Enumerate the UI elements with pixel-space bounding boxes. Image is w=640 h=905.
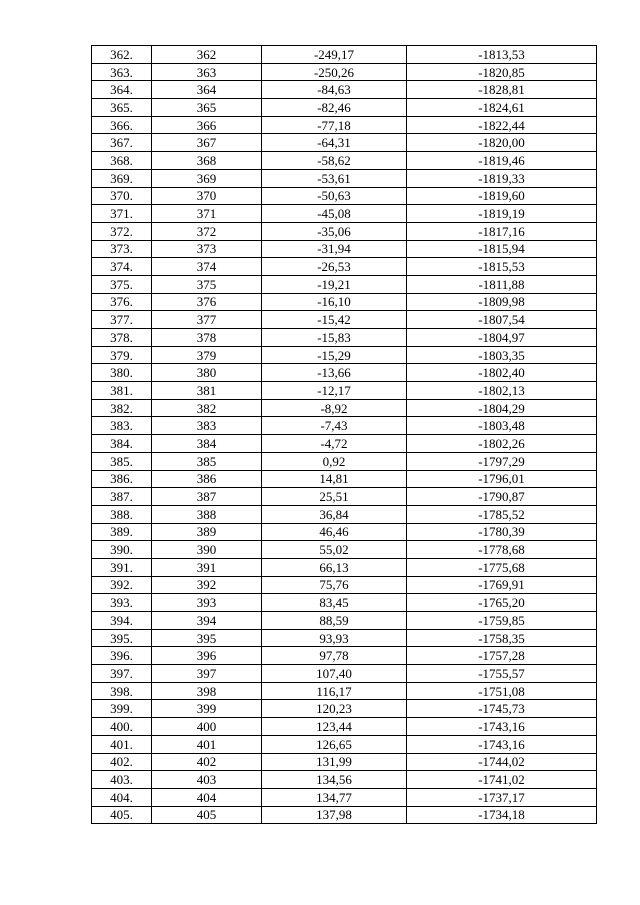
point-number-cell: 378 [152,329,262,347]
y-coordinate-cell: -1775,68 [407,558,597,576]
row-number-cell: 398. [92,682,152,700]
table-row [92,718,597,736]
point-number-cell: 401 [152,735,262,753]
point-number-cell: 380 [152,364,262,382]
row-number-cell: 403. [92,771,152,789]
row-number-cell: 362. [92,46,152,64]
row-number-cell: 371. [92,205,152,223]
point-number-cell: 384 [152,435,262,453]
x-coordinate-cell: 25,51 [262,488,407,506]
y-coordinate-cell: -1809,98 [407,293,597,311]
x-coordinate-cell: 66,13 [262,558,407,576]
point-number-cell: 369 [152,169,262,187]
point-number-cell: 379 [152,346,262,364]
x-coordinate-cell: -19,21 [262,275,407,293]
y-coordinate-cell: -1813,53 [407,46,597,64]
x-coordinate-cell: 120,23 [262,700,407,718]
x-coordinate-cell: 14,81 [262,470,407,488]
table-row [92,293,597,311]
row-number-cell: 387. [92,488,152,506]
y-coordinate-cell: -1769,91 [407,576,597,594]
y-coordinate-cell: -1803,35 [407,346,597,364]
y-coordinate-cell: -1765,20 [407,594,597,612]
point-number-cell: 374 [152,258,262,276]
point-number-cell: 370 [152,187,262,205]
table-row [92,435,597,453]
x-coordinate-cell: 88,59 [262,612,407,630]
table-row [92,346,597,364]
row-number-cell: 393. [92,594,152,612]
row-number-cell: 391. [92,558,152,576]
x-coordinate-cell: 36,84 [262,505,407,523]
x-coordinate-cell: 83,45 [262,594,407,612]
x-coordinate-cell: -8,92 [262,399,407,417]
row-number-cell: 385. [92,452,152,470]
point-number-cell: 397 [152,665,262,683]
table-row [92,258,597,276]
table-row [92,417,597,435]
row-number-cell: 374. [92,258,152,276]
table-row [92,63,597,81]
row-number-cell: 378. [92,329,152,347]
row-number-cell: 390. [92,541,152,559]
row-number-cell: 397. [92,665,152,683]
row-number-cell: 405. [92,806,152,824]
y-coordinate-cell: -1743,16 [407,718,597,736]
point-number-cell: 367 [152,134,262,152]
table-row [92,152,597,170]
point-number-cell: 381 [152,382,262,400]
point-number-cell: 402 [152,753,262,771]
row-number-cell: 388. [92,505,152,523]
x-coordinate-cell: -250,26 [262,63,407,81]
y-coordinate-cell: -1745,73 [407,700,597,718]
x-coordinate-cell: -15,29 [262,346,407,364]
y-coordinate-cell: -1790,87 [407,488,597,506]
table-row [92,700,597,718]
x-coordinate-cell: 55,02 [262,541,407,559]
y-coordinate-cell: -1815,94 [407,240,597,258]
table-row [92,240,597,258]
point-number-cell: 372 [152,222,262,240]
row-number-cell: 404. [92,788,152,806]
x-coordinate-cell: -50,63 [262,187,407,205]
y-coordinate-cell: -1778,68 [407,541,597,559]
row-number-cell: 392. [92,576,152,594]
table-row [92,629,597,647]
y-coordinate-cell: -1804,97 [407,329,597,347]
x-coordinate-cell: -15,42 [262,311,407,329]
y-coordinate-cell: -1757,28 [407,647,597,665]
x-coordinate-cell: 97,78 [262,647,407,665]
table-row [92,682,597,700]
row-number-cell: 366. [92,116,152,134]
x-coordinate-cell: 131,99 [262,753,407,771]
x-coordinate-cell: -12,17 [262,382,407,400]
y-coordinate-cell: -1819,19 [407,205,597,223]
point-number-cell: 398 [152,682,262,700]
point-number-cell: 388 [152,505,262,523]
point-number-cell: 377 [152,311,262,329]
point-number-cell: 389 [152,523,262,541]
table-row [92,205,597,223]
point-number-cell: 400 [152,718,262,736]
x-coordinate-cell: -77,18 [262,116,407,134]
point-number-cell: 363 [152,63,262,81]
y-coordinate-cell: -1802,13 [407,382,597,400]
table-row [92,46,597,64]
x-coordinate-cell: 0,92 [262,452,407,470]
point-number-cell: 366 [152,116,262,134]
row-number-cell: 394. [92,612,152,630]
coordinates-table [91,45,597,824]
x-coordinate-cell: -35,06 [262,222,407,240]
table-row [92,329,597,347]
row-number-cell: 402. [92,753,152,771]
point-number-cell: 365 [152,99,262,117]
table-row [92,488,597,506]
x-coordinate-cell: -16,10 [262,293,407,311]
table-row [92,169,597,187]
table-row [92,505,597,523]
point-number-cell: 399 [152,700,262,718]
row-number-cell: 368. [92,152,152,170]
table-row [92,647,597,665]
x-coordinate-cell: 93,93 [262,629,407,647]
point-number-cell: 403 [152,771,262,789]
row-number-cell: 365. [92,99,152,117]
point-number-cell: 383 [152,417,262,435]
table-row [92,134,597,152]
table-row [92,665,597,683]
row-number-cell: 372. [92,222,152,240]
point-number-cell: 390 [152,541,262,559]
y-coordinate-cell: -1744,02 [407,753,597,771]
x-coordinate-cell: 46,46 [262,523,407,541]
x-coordinate-cell: -45,08 [262,205,407,223]
x-coordinate-cell: -26,53 [262,258,407,276]
x-coordinate-cell: -82,46 [262,99,407,117]
row-number-cell: 377. [92,311,152,329]
coordinates-table-body [92,46,597,824]
row-number-cell: 367. [92,134,152,152]
y-coordinate-cell: -1780,39 [407,523,597,541]
point-number-cell: 376 [152,293,262,311]
y-coordinate-cell: -1785,52 [407,505,597,523]
y-coordinate-cell: -1811,88 [407,275,597,293]
point-number-cell: 385 [152,452,262,470]
y-coordinate-cell: -1734,18 [407,806,597,824]
table-row [92,541,597,559]
x-coordinate-cell: -15,83 [262,329,407,347]
y-coordinate-cell: -1819,33 [407,169,597,187]
y-coordinate-cell: -1804,29 [407,399,597,417]
x-coordinate-cell: 107,40 [262,665,407,683]
point-number-cell: 392 [152,576,262,594]
point-number-cell: 375 [152,275,262,293]
point-number-cell: 405 [152,806,262,824]
table-row [92,452,597,470]
row-number-cell: 375. [92,275,152,293]
x-coordinate-cell: 75,76 [262,576,407,594]
row-number-cell: 373. [92,240,152,258]
table-row [92,753,597,771]
row-number-cell: 383. [92,417,152,435]
row-number-cell: 401. [92,735,152,753]
row-number-cell: 379. [92,346,152,364]
y-coordinate-cell: -1820,00 [407,134,597,152]
row-number-cell: 381. [92,382,152,400]
point-number-cell: 391 [152,558,262,576]
point-number-cell: 404 [152,788,262,806]
y-coordinate-cell: -1822,44 [407,116,597,134]
table-row [92,311,597,329]
row-number-cell: 376. [92,293,152,311]
x-coordinate-cell: -13,66 [262,364,407,382]
y-coordinate-cell: -1802,40 [407,364,597,382]
point-number-cell: 371 [152,205,262,223]
y-coordinate-cell: -1737,17 [407,788,597,806]
y-coordinate-cell: -1751,08 [407,682,597,700]
y-coordinate-cell: -1828,81 [407,81,597,99]
row-number-cell: 363. [92,63,152,81]
x-coordinate-cell: -249,17 [262,46,407,64]
point-number-cell: 386 [152,470,262,488]
table-row [92,187,597,205]
table-row [92,788,597,806]
row-number-cell: 380. [92,364,152,382]
y-coordinate-cell: -1755,57 [407,665,597,683]
y-coordinate-cell: -1802,26 [407,435,597,453]
point-number-cell: 373 [152,240,262,258]
point-number-cell: 387 [152,488,262,506]
table-row [92,81,597,99]
point-number-cell: 364 [152,81,262,99]
point-number-cell: 396 [152,647,262,665]
point-number-cell: 362 [152,46,262,64]
table-row [92,275,597,293]
row-number-cell: 395. [92,629,152,647]
y-coordinate-cell: -1803,48 [407,417,597,435]
table-row [92,99,597,117]
x-coordinate-cell: 137,98 [262,806,407,824]
x-coordinate-cell: -58,62 [262,152,407,170]
row-number-cell: 370. [92,187,152,205]
y-coordinate-cell: -1815,53 [407,258,597,276]
x-coordinate-cell: -31,94 [262,240,407,258]
x-coordinate-cell: 134,77 [262,788,407,806]
y-coordinate-cell: -1819,46 [407,152,597,170]
x-coordinate-cell: 134,56 [262,771,407,789]
table-row [92,735,597,753]
row-number-cell: 400. [92,718,152,736]
row-number-cell: 384. [92,435,152,453]
x-coordinate-cell: -4,72 [262,435,407,453]
table-row [92,806,597,824]
y-coordinate-cell: -1824,61 [407,99,597,117]
point-number-cell: 393 [152,594,262,612]
row-number-cell: 369. [92,169,152,187]
table-row [92,523,597,541]
row-number-cell: 364. [92,81,152,99]
y-coordinate-cell: -1819,60 [407,187,597,205]
y-coordinate-cell: -1796,01 [407,470,597,488]
y-coordinate-cell: -1759,85 [407,612,597,630]
table-row [92,594,597,612]
row-number-cell: 386. [92,470,152,488]
table-row [92,116,597,134]
x-coordinate-cell: 126,65 [262,735,407,753]
table-row [92,612,597,630]
x-coordinate-cell: 123,44 [262,718,407,736]
row-number-cell: 389. [92,523,152,541]
point-number-cell: 394 [152,612,262,630]
x-coordinate-cell: -53,61 [262,169,407,187]
y-coordinate-cell: -1741,02 [407,771,597,789]
point-number-cell: 382 [152,399,262,417]
y-coordinate-cell: -1743,16 [407,735,597,753]
table-row [92,771,597,789]
point-number-cell: 368 [152,152,262,170]
row-number-cell: 396. [92,647,152,665]
table-row [92,558,597,576]
x-coordinate-cell: -7,43 [262,417,407,435]
x-coordinate-cell: -64,31 [262,134,407,152]
row-number-cell: 382. [92,399,152,417]
x-coordinate-cell: -84,63 [262,81,407,99]
row-number-cell: 399. [92,700,152,718]
table-row [92,222,597,240]
y-coordinate-cell: -1807,54 [407,311,597,329]
table-row [92,399,597,417]
table-row [92,576,597,594]
point-number-cell: 395 [152,629,262,647]
y-coordinate-cell: -1797,29 [407,452,597,470]
y-coordinate-cell: -1758,35 [407,629,597,647]
x-coordinate-cell: 116,17 [262,682,407,700]
table-row [92,470,597,488]
y-coordinate-cell: -1817,16 [407,222,597,240]
table-row [92,382,597,400]
y-coordinate-cell: -1820,85 [407,63,597,81]
table-row [92,364,597,382]
